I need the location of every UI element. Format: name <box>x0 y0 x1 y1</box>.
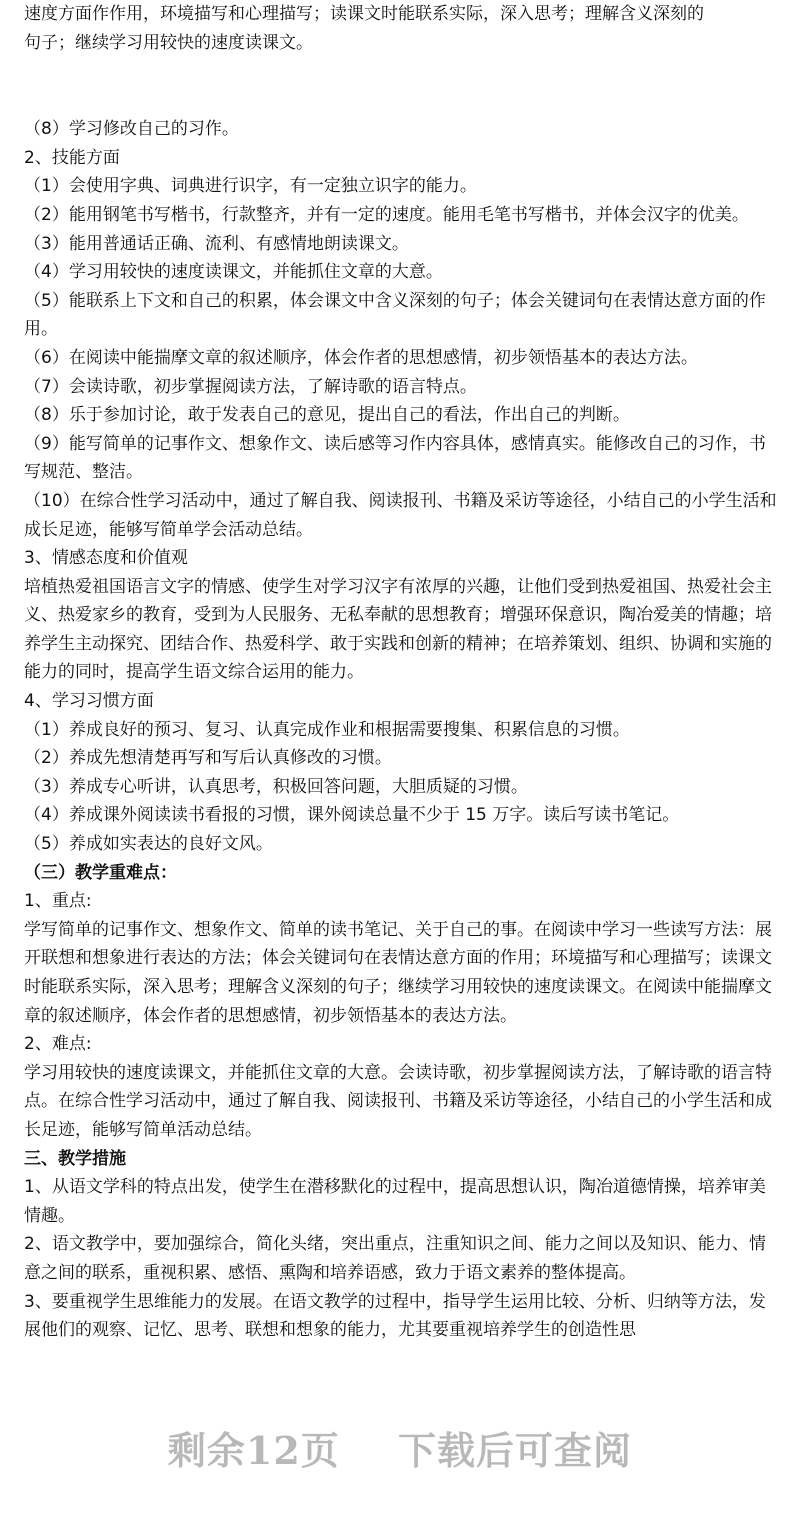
measures-item: 2、语文教学中，要加强综合，简化头绪，突出重点，注重知识之间、能力之间以及知识、能力、情意之间的联系，重视积累、感悟、熏陶和培养语感，致力于语文素养的整体提高。 <box>24 1234 766 1283</box>
skills-item: （1）会使用字典、词典进行识字，有一定独立识字的能力。 <box>24 176 477 197</box>
skills-item: （4）学习用较快的速度读课文，并能抓住文章的大意。 <box>24 262 443 283</box>
measures-item: 3、要重视学生思维能力的发展。在语文教学的过程中，指导学生运用比较、分析、归纳等方法，发展他们的观察、记忆、思考、联想和想象的能力，尤其要重视培养学生的创造性思 <box>24 1291 766 1341</box>
page-gap <box>24 57 780 115</box>
habits-item: （3）养成专心听讲，认真思考，积极回答问题，大胆质疑的习惯。 <box>24 776 528 797</box>
habits-item: （2）养成先想清楚再写和写后认真修改的习惯。 <box>24 748 392 769</box>
skills-item: （5）能联系上下文和自己的积累，体会课文中含义深刻的句子；体会关键词句在表情达意方面的作用。 <box>24 290 766 340</box>
difficulty-heading: 2、难点: <box>24 1034 92 1055</box>
top-fragment-line: 句子；继续学习用较快的速度读课文。 <box>24 32 313 53</box>
skills-item: （3）能用普通话正确、流利、有感情地朗读课文。 <box>24 233 409 254</box>
clipped-top-line: 速度方面作作用，环境描写和心理描写；读课文时能联系实际，深入思考；理解含义深刻的 <box>24 4 704 24</box>
focus-heading: 1、重点: <box>24 891 92 912</box>
skills-item: （9）能写简单的记事作文、想象作文、读后感等习作内容具体，感情真实。能修改自己的习作，书写规范、整洁。 <box>24 433 766 483</box>
skills-item: （7）会读诗歌，初步掌握阅读方法，了解诗歌的语言特点。 <box>24 376 477 397</box>
habits-item: （1）养成良好的预习、复习、认真完成作业和根据需要搜集、积累信息的习惯。 <box>24 719 630 740</box>
emotion-heading: 3、情感态度和价值观 <box>24 548 188 569</box>
key-points-heading: （三）教学重难点： <box>24 862 177 883</box>
measures-heading: 三、教学措施 <box>24 1148 126 1169</box>
skills-item: （2）能用钢笔书写楷书，行款整齐，并有一定的速度。能用毛笔书写楷书，并体会汉字的优美。 <box>24 204 749 225</box>
measures-item: 1、从语文学科的特点出发，使学生在潜移默化的过程中，提高思想认识，陶冶道德情操，培养审美情趣。 <box>24 1177 766 1226</box>
emotion-body: 培植热爱祖国语言文字的情感、使学生对学习汉字有浓厚的兴趣，让他们受到热爱祖国、热爱社会主义、热爱家乡的教育，受到为人民服务、无私奉献的思想教育；增强环保意识，陶冶爱美的情趣；培养学生主动探究、团结合作、热爱科学、敢于实践和创新的精神；在培养策划、组织、协调和实施的能力的同时，提高学生语文综合运用的能力。 <box>24 576 772 683</box>
knowledge-item-8: （8）学习修改自己的习作。 <box>24 119 239 140</box>
skills-heading: 2、技能方面 <box>24 147 120 168</box>
remaining-pages-label: 剩余12页 <box>167 1428 340 1473</box>
document-body <box>24 0 780 1345</box>
skills-item: （10）在综合性学习活动中，通过了解自我、阅读报刊、书籍及采访等途径，小结自己的小学生活和成长足迹，能够写简单学会活动总结。 <box>24 490 777 540</box>
difficulty-body: 学习用较快的速度读课文，并能抓住文章的大意。会读诗歌，初步掌握阅读方法，了解诗歌的语言特点。在综合性学习活动中，通过了解自我、阅读报刊、书籍及采访等途径，小结自己的小学生活和成长足迹，能够写简单活动总结。 <box>24 1062 772 1140</box>
skills-item: （6）在阅读中能揣摩文章的叙述顺序，体会作者的思想感情，初步领悟基本的表达方法。 <box>24 347 698 368</box>
download-to-view-label[interactable]: 下载后可查阅 <box>398 1428 633 1473</box>
download-banner[interactable] <box>0 1420 800 1475</box>
habits-item: （4）养成课外阅读读书看报的习惯，课外阅读总量不少于 15 万字。读后写读书笔记。 <box>24 805 680 826</box>
habits-item: （5）养成如实表达的良好文风。 <box>24 834 273 855</box>
habits-heading: 4、学习习惯方面 <box>24 691 154 712</box>
focus-body: 学写简单的记事作文、想象作文、简单的读书笔记、关于自己的事。在阅读中学习一些读写方法：展开联想和想象进行表达的方法；体会关键词句在表情达意方面的作用；环境描写和心理描写；读课文时能联系实际，深入思考；理解含义深刻的句子；继续学习用较快的速度读课文。在阅读中能揣摩文章的叙述顺序，体会作者的思想感情，初步领悟基本的表达方法。 <box>24 919 772 1026</box>
skills-item: （8）乐于参加讨论，敢于发表自己的意见，提出自己的看法，作出自己的判断。 <box>24 405 630 426</box>
